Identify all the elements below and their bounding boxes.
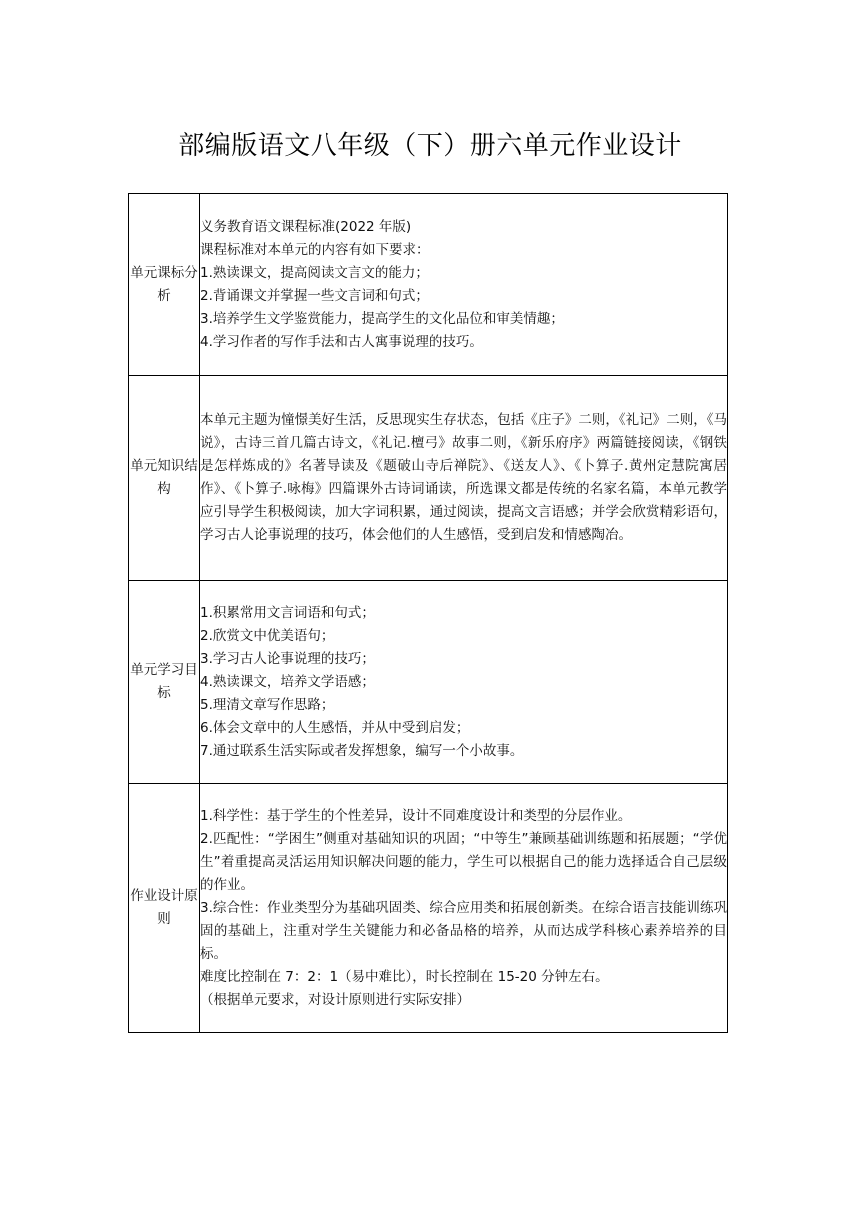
learning-goal-item: 4.熟读课文，培养文学语感；	[200, 673, 375, 690]
row-label-curriculum-analysis: 单元课标分析	[129, 194, 200, 376]
curriculum-analysis-line: 4.学习作者的写作手法和古人寓事说理的技巧。	[200, 333, 483, 350]
knowledge-structure-content	[200, 376, 728, 581]
curriculum-analysis-line: 3.培养学生文学鉴赏能力，提高学生的文化品位和审美情趣；	[200, 310, 564, 327]
design-principles-content	[200, 784, 728, 1033]
table-row-knowledge-structure	[129, 376, 728, 581]
learning-goals-content	[200, 581, 728, 784]
design-principle-item: 难度比控制在 7：2：1（易中难比），时长控制在 15-20 分钟左右。	[200, 968, 609, 985]
learning-goal-item: 3.学习古人论事说理的技巧；	[200, 650, 375, 667]
design-principle-item: 2.匹配性：“学困生”侧重对基础知识的巩固；“中等生”兼顾基础训练题和拓展题；“学优生”着重提高灵活运用知识解决问题的能力，学生可以根据自己的能力选择适合自己层级的作业。	[200, 830, 727, 893]
row-label-design-principles: 作业设计原则	[129, 784, 200, 1033]
curriculum-analysis-line: 2.背诵课文并掌握一些文言词和句式；	[200, 287, 429, 304]
curriculum-analysis-line: 课程标准对本单元的内容有如下要求：	[200, 241, 430, 258]
design-principle-item: （根据单元要求，对设计原则进行实际安排）	[200, 991, 470, 1008]
curriculum-analysis-line: 义务教育语文课程标准(2022 年版)	[200, 218, 412, 235]
learning-goal-item: 2.欣赏文中优美语句；	[200, 627, 335, 644]
design-principle-item: 3.综合性：作业类型分为基础巩固类、综合应用类和拓展创新类。在综合语言技能训练巩固的基础上，注重对学生关键能力和必备品格的培养，从而达成学科核心素养培养的目标。	[200, 899, 727, 962]
learning-goal-item: 1.积累常用文言词语和句式；	[200, 604, 375, 621]
table-row-learning-goals	[129, 581, 728, 784]
table-row-curriculum-analysis	[129, 194, 728, 376]
table-row-design-principles	[129, 784, 728, 1033]
unit-design-table	[128, 193, 728, 1033]
row-label-learning-goals: 单元学习目标	[129, 581, 200, 784]
learning-goal-item: 6.体会文章中的人生感悟，并从中受到启发；	[200, 719, 470, 736]
design-principle-item: 1.科学性：基于学生的个性差异，设计不同难度设计和类型的分层作业。	[200, 807, 632, 824]
learning-goal-item: 7.通过联系生活实际或者发挥想象，编写一个小故事。	[200, 742, 524, 759]
row-label-knowledge-structure: 单元知识结构	[129, 376, 200, 581]
knowledge-structure-paragraph: 本单元主题为憧憬美好生活，反思现实生存状态，包括《庄子》二则，《礼记》二则，《马说》，古诗三首几篇古诗文，《礼记.檀弓》故事二则，《新乐府序》两篇链接阅读，《钢铁是怎样炼成的》名著导读及《题破山寺后禅院》、《送友人》、《卜算子.黄州定慧院寓居作》、《卜算子.咏梅》四篇课外古诗词诵读，所选课文都是传统的名家名篇，本单元教学应引导学生积极阅读，加大字词积累，通过阅读，提高文言语感；并学会欣赏精彩语句，学习古人论事说理的技巧，体会他们的人生感悟，受到启发和情感陶冶。	[200, 412, 727, 543]
curriculum-analysis-content	[200, 194, 728, 376]
curriculum-analysis-line: 1.熟读课文，提高阅读文言文的能力；	[200, 264, 429, 281]
learning-goal-item: 5.理清文章写作思路；	[200, 696, 335, 713]
document-title: 部编版语文八年级（下）册六单元作业设计	[178, 131, 682, 162]
